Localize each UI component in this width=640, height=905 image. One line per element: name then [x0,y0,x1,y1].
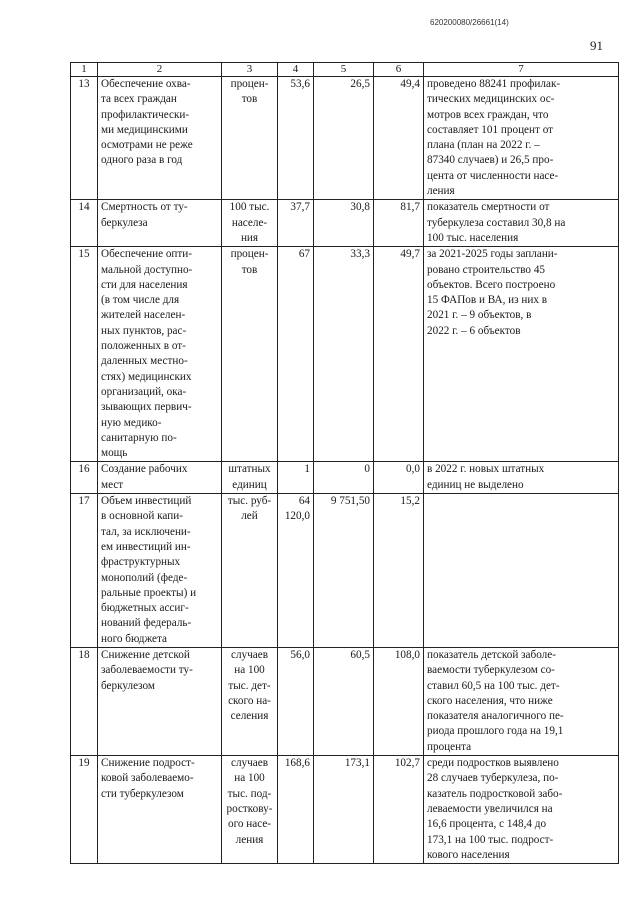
name-line: беркулеза [101,216,148,229]
note-line: ставил 60,5 на 100 тыс. дет- [427,679,560,692]
table-row [71,462,619,494]
name-line: в основной капи- [101,510,183,523]
unit-line: 100 тыс. [229,201,270,214]
name-line: беркулезом [101,679,155,692]
unit-line: единиц [232,478,267,491]
note-line: за 2021-2025 годы заплани- [427,248,558,261]
note-line: плана (план на 2022 г. – [427,139,540,152]
row-number: 19 [71,756,98,864]
name-line: ного бюджета [101,632,167,645]
name-line: организаций, ока- [101,385,187,398]
header-row [71,63,619,77]
name-line: фраструктурных [101,556,181,569]
column-header: 6 [374,63,424,77]
name-line: бюджетных ассиг- [101,602,189,615]
value-v4: 53,6 [278,77,314,200]
value-v4: 37,7 [278,200,314,247]
name-line: монополий (феде- [101,571,188,584]
indicator-name [98,200,222,247]
note-line: 15 ФАПов и ВА, из них в [427,294,548,307]
note-line: 28 случаев туберкулеза, по- [427,772,559,785]
note-cell [424,647,619,755]
name-line: Обеспечение опти- [101,248,193,261]
indicator-name [98,247,222,462]
note-line: ровано строительство 45 [427,263,546,276]
name-line: осмотрами не реже [101,139,193,152]
value-v5: 60,5 [314,647,374,755]
note-cell [424,462,619,494]
note-line: процента [427,740,472,753]
name-line: нований федераль- [101,617,192,630]
column-header: 1 [71,63,98,77]
note-line: риода прошлого года на 19,1 [427,725,564,738]
row-number: 16 [71,462,98,494]
unit-cell [222,494,278,648]
note-line: тических медицинских ос- [427,93,555,106]
name-line: тал, за исключени- [101,525,191,538]
row-number: 18 [71,647,98,755]
unit-cell [222,462,278,494]
column-header: 3 [222,63,278,77]
note-line: цента от численности насе- [427,169,559,182]
name-line: та всех граждан [101,93,177,106]
note-line: в 2022 г. новых штатных [427,463,545,476]
indicator-name [98,494,222,648]
name-line: ми медицинскими [101,123,188,136]
value-v6: 102,7 [374,756,424,864]
note-cell [424,494,619,648]
name-line: одного раза в год [101,154,183,167]
note-line: среди подростков выявлено [427,757,559,770]
unit-line: случаев [231,648,268,661]
value-v4: 168,6 [278,756,314,864]
value-v5: 173,1 [314,756,374,864]
value-v6: 81,7 [374,200,424,247]
row-number: 14 [71,200,98,247]
note-line: 16,6 процента, с 148,4 до [427,818,547,831]
note-line: показатель смертности от [427,201,550,214]
column-header: 4 [278,63,314,77]
note-cell [424,247,619,462]
note-line: проведено 88241 профилак- [427,78,561,90]
name-line: Объем инвестиций [101,495,192,508]
note-line: показателя аналогичного пе- [427,710,564,723]
unit-line: росткову- [226,802,273,815]
unit-cell [222,247,278,462]
table-row [71,247,619,462]
name-line: (в том числе для [101,294,180,307]
document-id: 620200080/26661(14) [430,18,509,27]
value-v5: 33,3 [314,247,374,462]
note-cell [424,200,619,247]
unit-cell [222,77,278,200]
note-line: составляет 101 процент от [427,123,554,136]
name-line: профилактически- [101,108,190,121]
unit-line: процен- [230,78,269,90]
name-line: мест [101,478,124,491]
note-cell [424,77,619,200]
unit-line: тыс. руб- [227,495,272,508]
indicator-name [98,462,222,494]
note-line: леваемости увеличился на [427,802,553,815]
value-v4: 67 [278,247,314,462]
value-v4: 64 120,0 [278,494,314,648]
value-v5: 30,8 [314,200,374,247]
name-line: стях) медицинских [101,370,192,383]
row-number: 15 [71,247,98,462]
name-line: ем инвестиций ин- [101,540,191,553]
column-header: 5 [314,63,374,77]
unit-line: тыс. дет- [228,679,271,692]
unit-line: случаев [231,757,268,770]
name-line: Обеспечение охва- [101,78,191,90]
value-v5: 26,5 [314,77,374,200]
table-row [71,647,619,755]
name-line: Снижение детской [101,648,190,661]
page-number: 91 [590,38,603,53]
note-line: объектов. Всего построено [427,278,556,291]
unit-line: процен- [230,248,269,261]
row-number: 13 [71,77,98,200]
value-v6: 15,2 [374,494,424,648]
unit-cell [222,756,278,864]
table-row [71,200,619,247]
unit-line: штатных [228,463,271,476]
indicators-table [70,62,619,864]
table-row [71,756,619,864]
note-line: ления [427,185,455,198]
name-line: ных пунктов, рас- [101,324,187,337]
note-line: 100 тыс. населения [427,231,519,244]
value-v6: 108,0 [374,647,424,755]
unit-line: тов [241,93,258,106]
note-line: 2022 г. – 6 объектов [427,324,521,337]
value-v6: 49,7 [374,247,424,462]
unit-line: тыс. под- [227,787,272,800]
name-line: сти туберкулезом [101,787,184,800]
table-row [71,77,619,200]
value-v6: 0,0 [374,462,424,494]
note-line: 173,1 на 100 тыс. подрост- [427,833,554,846]
indicator-name [98,647,222,755]
column-header: 7 [424,63,619,77]
name-line: Создание рабочих [101,463,188,476]
value-v6: 49,4 [374,77,424,200]
value-v4: 1 [278,462,314,494]
unit-line: на 100 [234,664,265,677]
note-line: показатель детской заболе- [427,648,556,661]
unit-line: ского на- [228,694,271,707]
value-v4: 56,0 [278,647,314,755]
name-line: мальной доступно- [101,263,193,276]
note-line: мотров всех граждан, что [427,108,549,121]
name-line: сти для населения [101,278,188,291]
indicator-name [98,77,222,200]
table-row [71,494,619,648]
name-line: мощь [101,447,128,460]
value-v5: 9 751,50 [314,494,374,648]
name-line: ную медико- [101,416,162,429]
note-line: 87340 случаев) и 26,5 про- [427,154,554,167]
unit-line: селения [230,710,269,723]
unit-line: тов [241,263,258,276]
name-line: заболеваемости ту- [101,664,193,677]
unit-cell [222,647,278,755]
column-header: 2 [98,63,222,77]
unit-line: населе- [231,216,268,229]
unit-line: ления [235,833,264,846]
name-line: жителей населен- [101,309,186,322]
note-line: 2021 г. – 9 объектов, в [427,309,532,322]
note-line: ского населения, что ниже [427,694,553,707]
name-line: даленных местно- [101,355,188,368]
name-line: зывающих первич- [101,401,192,414]
note-line: ваемости туберкулезом со- [427,664,555,677]
name-line: положенных в от- [101,340,186,353]
note-cell [424,756,619,864]
note-line: единиц не выделено [427,478,524,491]
unit-line: лей [241,510,258,523]
name-line: санитарную по- [101,431,177,444]
unit-line: ого насе- [227,818,272,831]
note-line: кового населения [427,848,510,861]
unit-line: ния [240,231,259,244]
note-line: казатель подростковой забо- [427,787,563,800]
name-line: ковой заболеваемо- [101,772,194,785]
unit-line: на 100 [234,772,265,785]
name-line: ральные проекты) и [101,586,197,599]
indicator-name [98,756,222,864]
name-line: Смертность от ту- [101,201,188,214]
value-v5: 0 [314,462,374,494]
note-line: туберкулеза составил 30,8 на [427,216,566,229]
unit-cell [222,200,278,247]
row-number: 17 [71,494,98,648]
name-line: Снижение подрост- [101,757,195,770]
